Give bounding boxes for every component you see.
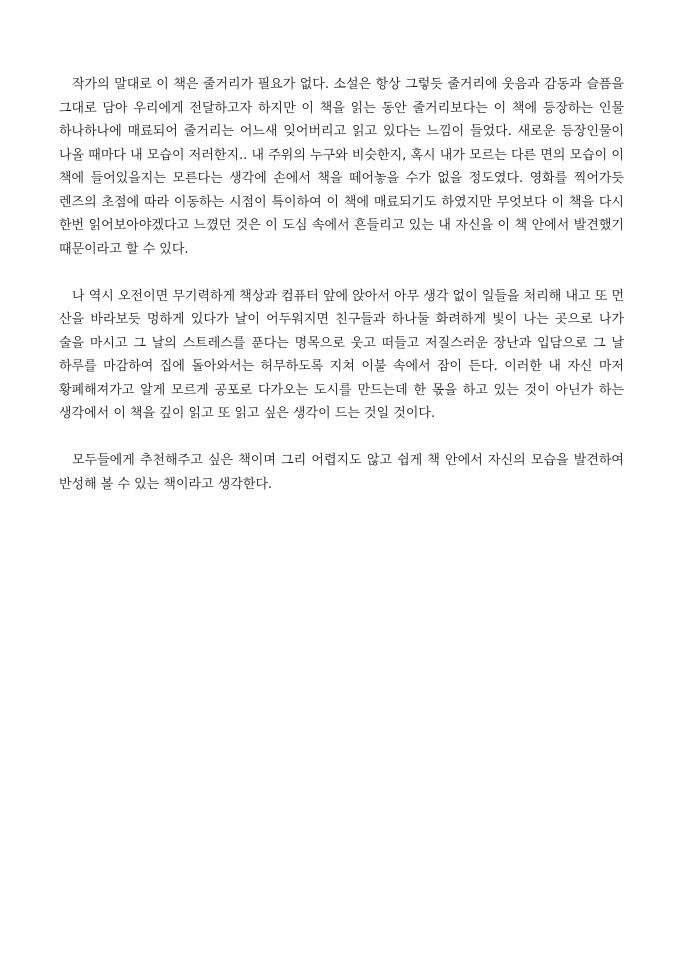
paragraph-3: 모두들에게 추천해주고 싶은 책이며 그리 어렵지도 않고 쉽게 책 안에서 자신의 모습을 발견하여 반성해 볼 수 있는 책이라고 생각한다. (59, 453, 624, 492)
paragraph-1: 작가의 말대로 이 책은 줄거리가 필요가 없다. 소설은 항상 그렇듯 줄거리에 웃음과 감동과 슬픔을 그대로 담아 우리에게 전달하고자 하지만 이 책을 읽는 동안 줄거리보다는 이 책에 등장하는 인물 하나하나에 매료되어 줄거리는 어느새 잊어버리고 읽고 있다는 느낌이 들었다. 새로운 등장인물이 나올 때마다 내 모습이 저러한지.. 내 주위의 누구와 비슷한지, 혹시 내가 모르는 다른 면의 모습이 이 책에 들어있을지는 모른다는 생각에 손에서 책을 떼어놓을 수가 없을 정도였다. 영화를 찍어가듯 렌즈의 초점에 따라 이동하는 시점이 특이하여 이 책에 매료되기도 하였지만 무엇보다 이 책을 다시 한번 읽어보아야겠다고 느꼈던 것은 이 도심 속에서 흔들리고 있는 내 자신을 이 책 안에서 발견했기 때문이라고 할 수 있다. (59, 77, 624, 257)
paragraph-2: 나 역시 오전이면 무기력하게 책상과 컴퓨터 앞에 앉아서 아무 생각 없이 일들을 처리해 내고 또 먼 산을 바라보듯 멍하게 있다가 날이 어두워지면 친구들과 하나둘 화려하게 빛이 나는 곳으로 나가 술을 마시고 그 날의 스트레스를 푼다는 명목으로 웃고 떠들고 저질스러운 장난과 입담으로 그 날 하루를 마감하여 집에 돌아와서는 허무하도록 지쳐 이불 속에서 잠이 든다. 이러한 내 자신 마저 황폐해져가고 알게 모르게 공포로 다가오는 도시를 만드는데 한 몫을 하고 있는 것이 아닌가 하는 생각에서 이 책을 깊이 읽고 또 읽고 싶은 생각이 드는 것일 것이다. (59, 288, 624, 421)
document-body (59, 73, 624, 520)
